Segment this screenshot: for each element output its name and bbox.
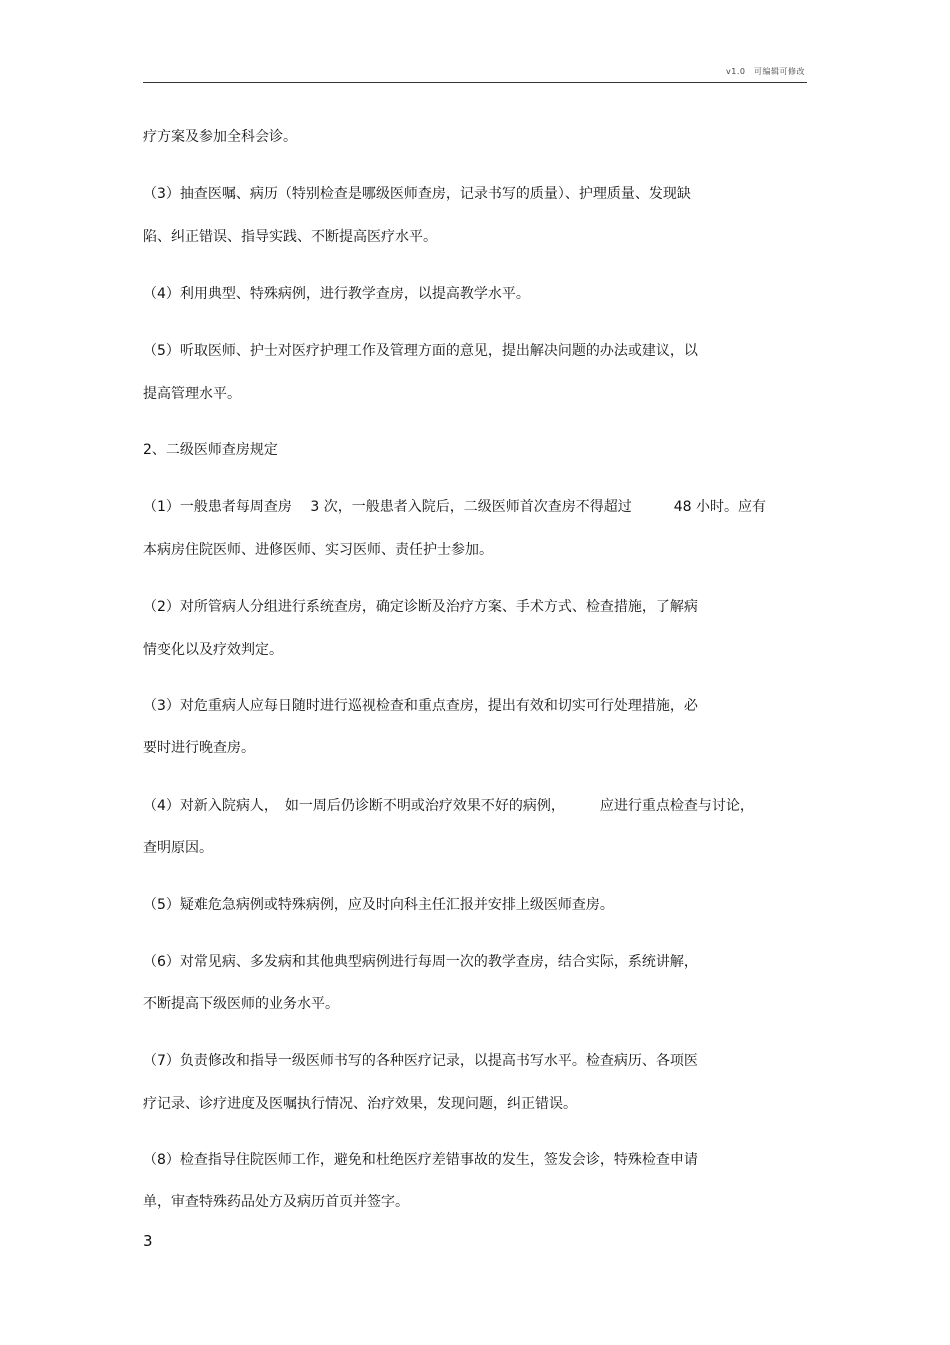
text-line: （5）疑难危急病例或特殊病例，应及时向科主任汇报并安排上级医师查房。 (143, 897, 614, 913)
text-line: 陷、纠正错误、指导实践、不断提高医疗水平。 (143, 229, 437, 245)
text-line: （3）对危重病人应每日随时进行巡视检查和重点查房，提出有效和切实可行处理措施，必 (143, 698, 698, 714)
text-line: （6）对常见病、多发病和其他典型病例进行每周一次的教学查房，结合实际，系统讲解， (143, 954, 698, 970)
text-line: 单，审查特殊药品处方及病历首页并签字。 (143, 1194, 409, 1210)
text-line: 查明原因。 (143, 840, 213, 856)
version-label: v1.0 可编辑可修改 (726, 67, 805, 76)
text-line: （8）检查指导住院医师工作，避免和杜绝医疗差错事故的发生，签发会诊，特殊检查申请 (143, 1152, 698, 1168)
text-line: 情变化以及疗效判定。 (143, 642, 283, 658)
text-line: 疗记录、诊疗进度及医嘱执行情况、治疗效果，发现问题，纠正错误。 (143, 1096, 577, 1112)
text-line: 要时进行晚查房。 (143, 740, 255, 756)
text-line: （4）利用典型、特殊病例，进行教学查房，以提高教学水平。 (143, 286, 530, 302)
text-line: （7）负责修改和指导一级医师书写的各种医疗记录，以提高书写水平。检查病历、各项医 (143, 1053, 698, 1069)
text-line: 不断提高下级医师的业务水平。 (143, 996, 339, 1012)
text-line: （2）对所管病人分组进行系统查房，确定诊断及治疗方案、手术方式、检查措施，了解病 (143, 599, 698, 615)
text-line: 疗方案及参加全科会诊。 (143, 129, 297, 145)
text-line: （3）抽查医嘱、病历（特别检查是哪级医师查房，记录书写的质量）、护理质量、发现缺 (143, 186, 691, 202)
text-line: 本病房住院医师、进修医师、实习医师、责任护士参加。 (143, 542, 493, 558)
page-number: 3 (143, 1232, 153, 1250)
text-line: （1）一般患者每周查房 3 次，一般患者入院后，二级医师首次查房不得超过 48 小时。应有 (143, 499, 766, 515)
header-divider (143, 82, 807, 83)
text-line: 提高管理水平。 (143, 386, 241, 402)
text-line: （4）对新入院病人， 如一周后仍诊断不明或治疗效果不好的病例， 应进行重点检查与讨论， (143, 798, 754, 814)
section-heading: 2、二级医师查房规定 (143, 442, 278, 458)
text-line: （5）听取医师、护士对医疗护理工作及管理方面的意见，提出解决问题的办法或建议，以 (143, 343, 698, 359)
